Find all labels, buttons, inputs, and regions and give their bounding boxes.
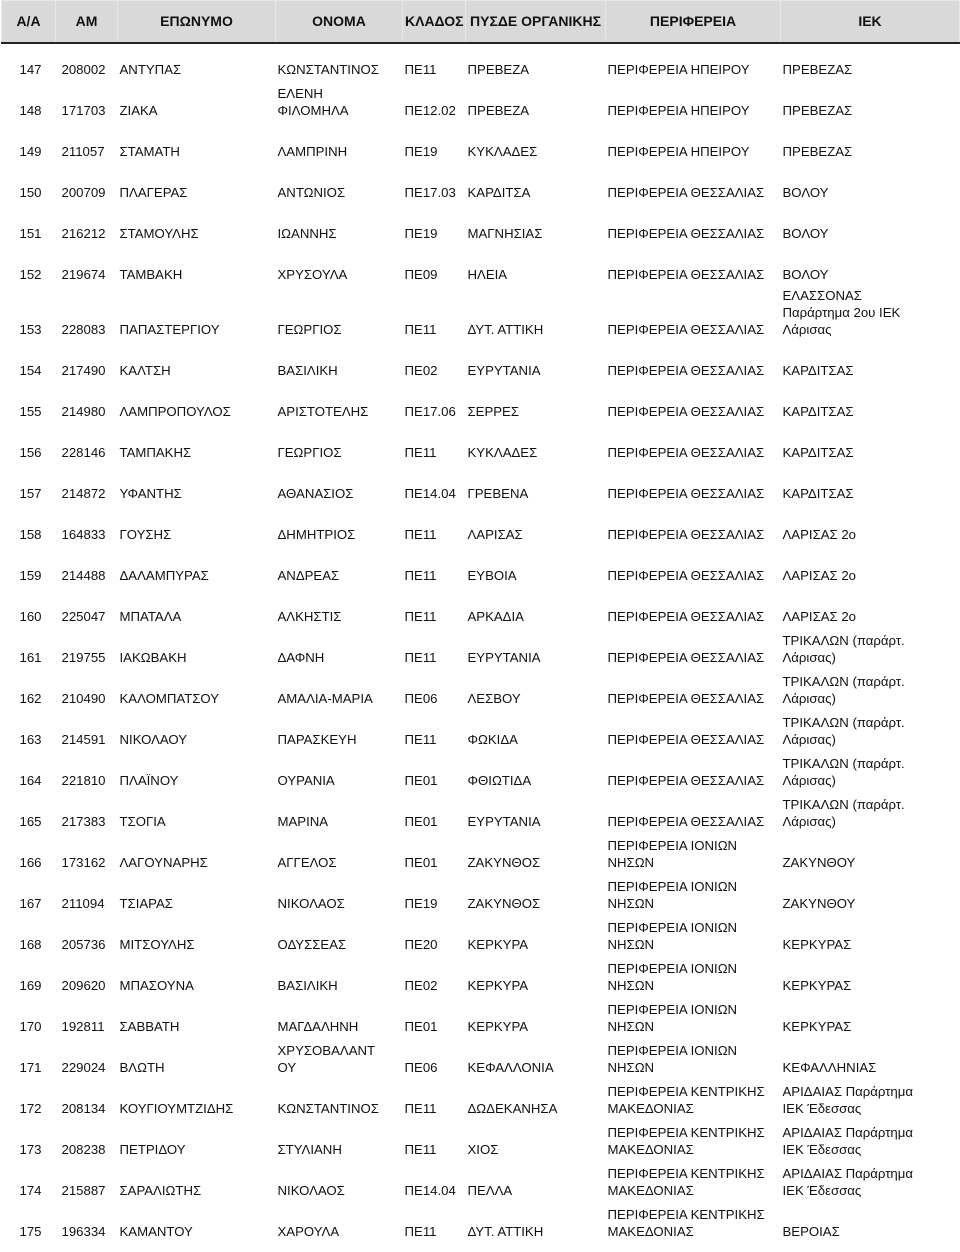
cell-iek: ΑΡΙΔΑΙΑΣ Παράρτημα ΙΕΚ Έδεσσας <box>782 1166 913 1198</box>
cell-iek: ΠΡΕΒΕΖΑΣ <box>782 62 853 77</box>
cell-surname: ΝΙΚΟΛΑΟΥ <box>119 732 188 747</box>
cell-specialty: ΠΕ11 <box>404 1142 437 1157</box>
table-row <box>2 1162 960 1203</box>
cell-iek: ΚΑΡΔΙΤΣΑΣ <box>782 363 854 378</box>
cell-region: ΠΕΡΙΦΕΡΕΙΑ ΙΟΝΙΩΝ ΝΗΣΩΝ <box>607 961 738 993</box>
cell-region: ΠΕΡΙΦΕΡΕΙΑ ΙΟΝΙΩΝ ΝΗΣΩΝ <box>607 1002 738 1034</box>
cell-iek: ΚΑΡΔΙΤΣΑΣ <box>782 404 854 419</box>
cell-iek: ΑΡΙΔΑΙΑΣ Παράρτημα ΙΕΚ Έδεσσας <box>782 1084 913 1116</box>
header-specialty: ΚΛΑΔΟΣ <box>403 1 466 44</box>
header-aa: Α/Α <box>2 1 56 44</box>
table-row <box>2 752 960 793</box>
cell-aa: 148 <box>19 103 42 118</box>
cell-iek: ΚΕΡΚΥΡΑΣ <box>782 978 852 993</box>
cell-pysde: ΔΩΔΕΚΑΝΗΣΑ <box>467 1101 558 1116</box>
cell-iek: ΚΑΡΔΙΤΣΑΣ <box>782 445 854 460</box>
cell-surname: ΜΙΤΣΟΥΛΗΣ <box>119 937 195 952</box>
cell-aa: 150 <box>19 185 42 200</box>
cell-pysde: ΖΑΚΥΝΘΟΣ <box>467 896 541 911</box>
cell-specialty: ΠΕ19 <box>404 144 438 159</box>
cell-iek: ΤΡΙΚΑΛΩΝ (παράρτ. Λάρισας) <box>782 797 905 829</box>
cell-name: ΑΘΑΝΑΣΙΟΣ <box>277 486 354 501</box>
cell-surname: ΖΙΑΚΑ <box>119 103 158 118</box>
cell-region: ΠΕΡΙΦΕΡΕΙΑ ΗΠΕΙΡΟΥ <box>607 144 750 159</box>
cell-aa: 154 <box>19 363 42 378</box>
header-name: ΟΝΟΜΑ <box>276 1 403 44</box>
cell-am: 173162 <box>61 855 106 870</box>
cell-am: 200709 <box>61 185 106 200</box>
cell-region: ΠΕΡΙΦΕΡΕΙΑ ΙΟΝΙΩΝ ΝΗΣΩΝ <box>607 838 738 870</box>
cell-am: 217490 <box>61 363 106 378</box>
table-row <box>2 547 960 588</box>
cell-specialty: ΠΕ01 <box>404 1019 438 1034</box>
cell-aa: 147 <box>19 62 42 77</box>
cell-surname: ΣΑΡΑΛΙΩΤΗΣ <box>119 1183 202 1198</box>
cell-name: ΧΡΥΣΟΥΛΑ <box>277 267 348 282</box>
cell-iek: ΛΑΡΙΣΑΣ 2ο <box>782 609 856 624</box>
cell-aa: 162 <box>19 691 42 706</box>
cell-aa: 149 <box>19 144 42 159</box>
cell-surname: ΤΣΟΓΙΑ <box>119 814 166 829</box>
cell-iek: ΛΑΡΙΣΑΣ 2ο <box>782 527 856 542</box>
cell-surname: ΤΑΜΒΑΚΗ <box>119 267 183 282</box>
cell-name: ΣΤΥΛΙΑΝΗ <box>277 1142 342 1157</box>
cell-region: ΠΕΡΙΦΕΡΕΙΑ ΗΠΕΙΡΟΥ <box>607 103 750 118</box>
cell-surname: ΛΑΓΟΥΝΑΡΗΣ <box>119 855 208 870</box>
cell-specialty: ΠΕ06 <box>404 691 438 706</box>
cell-name: ΛΑΜΠΡΙΝΗ <box>277 144 348 159</box>
cell-am: 210490 <box>61 691 106 706</box>
cell-specialty: ΠΕ11 <box>404 322 437 337</box>
cell-aa: 165 <box>19 814 42 829</box>
cell-pysde: ΖΑΚΥΝΘΟΣ <box>467 855 541 870</box>
header-surname: ΕΠΩΝΥΜΟ <box>118 1 276 44</box>
cell-aa: 174 <box>19 1183 42 1198</box>
cell-specialty: ΠΕ11 <box>404 527 437 542</box>
cell-pysde: ΠΡΕΒΕΖΑ <box>467 62 530 77</box>
cell-pysde: ΚΕΡΚΥΡΑ <box>467 937 529 952</box>
cell-surname: ΒΛΩΤΗ <box>119 1060 165 1075</box>
cell-pysde: ΕΥΡΥΤΑΝΙΑ <box>467 363 541 378</box>
cell-am: 219674 <box>61 267 106 282</box>
cell-specialty: ΠΕ11 <box>404 1224 437 1239</box>
cell-specialty: ΠΕ14.04 <box>404 1183 456 1198</box>
cell-aa: 161 <box>19 650 42 665</box>
cell-region: ΠΕΡΙΦΕΡΕΙΑ ΘΕΣΣΑΛΙΑΣ <box>607 527 765 542</box>
cell-aa: 164 <box>19 773 42 788</box>
cell-name: ΙΩΑΝΝΗΣ <box>277 226 337 241</box>
cell-iek: ΒΟΛΟΥ <box>782 226 829 241</box>
cell-pysde: ΚΥΚΛΑΔΕΣ <box>467 445 538 460</box>
cell-iek: ΒΕΡΟΙΑΣ <box>782 1224 840 1239</box>
cell-iek: ΖΑΚΥΝΘΟΥ <box>782 855 856 870</box>
cell-am: 217383 <box>61 814 106 829</box>
table-body <box>2 43 960 1244</box>
cell-specialty: ΠΕ01 <box>404 814 438 829</box>
table-row <box>2 342 960 383</box>
table-row <box>2 205 960 246</box>
teachers-table <box>1 0 960 1244</box>
cell-name: ΜΑΓΔΑΛΗΝΗ <box>277 1019 359 1034</box>
cell-name: ΧΑΡΟΥΛΑ <box>277 1224 340 1239</box>
cell-name: ΟΥΡΑΝΙΑ <box>277 773 335 788</box>
cell-name: ΝΙΚΟΛΑΟΣ <box>277 1183 345 1198</box>
cell-region: ΠΕΡΙΦΕΡΕΙΑ ΘΕΣΣΑΛΙΑΣ <box>607 486 765 501</box>
cell-am: 219755 <box>61 650 106 665</box>
cell-iek: ΚΕΡΚΥΡΑΣ <box>782 1019 852 1034</box>
cell-surname: ΤΣΙΑΡΑΣ <box>119 896 173 911</box>
cell-pysde: ΕΥΡΥΤΑΝΙΑ <box>467 650 541 665</box>
cell-specialty: ΠΕ06 <box>404 1060 438 1075</box>
cell-pysde: ΑΡΚΑΔΙΑ <box>467 609 524 624</box>
cell-surname: ΣΤΑΜΑΤΗ <box>119 144 180 159</box>
cell-am: 225047 <box>61 609 106 624</box>
table-row <box>2 834 960 875</box>
cell-aa: 153 <box>19 322 42 337</box>
cell-region: ΠΕΡΙΦΕΡΕΙΑ ΘΕΣΣΑΛΙΑΣ <box>607 226 765 241</box>
cell-region: ΠΕΡΙΦΕΡΕΙΑ ΙΟΝΙΩΝ ΝΗΣΩΝ <box>607 879 738 911</box>
cell-aa: 171 <box>19 1060 42 1075</box>
cell-region: ΠΕΡΙΦΕΡΕΙΑ ΘΕΣΣΑΛΙΑΣ <box>607 814 765 829</box>
table-row <box>2 383 960 424</box>
cell-aa: 172 <box>19 1101 42 1116</box>
cell-pysde: ΗΛΕΙΑ <box>467 267 508 282</box>
cell-name: ΟΔΥΣΣΕΑΣ <box>277 937 347 952</box>
header-pysde: ΠΥΣΔΕ ΟΡΓΑΝΙΚΗΣ <box>466 1 606 44</box>
cell-aa: 167 <box>19 896 42 911</box>
cell-pysde: ΚΕΡΚΥΡΑ <box>467 1019 529 1034</box>
cell-region: ΠΕΡΙΦΕΡΕΙΑ ΘΕΣΣΑΛΙΑΣ <box>607 691 765 706</box>
cell-specialty: ΠΕ11 <box>404 62 437 77</box>
cell-specialty: ΠΕ11 <box>404 732 437 747</box>
cell-name: ΠΑΡΑΣΚΕΥΗ <box>277 732 357 747</box>
cell-iek: ΤΡΙΚΑΛΩΝ (παράρτ. Λάρισας) <box>782 715 905 747</box>
cell-iek: ΤΡΙΚΑΛΩΝ (παράρτ. Λάρισας) <box>782 633 905 665</box>
cell-region: ΠΕΡΙΦΕΡΕΙΑ ΙΟΝΙΩΝ ΝΗΣΩΝ <box>607 1043 738 1075</box>
cell-iek: ΠΡΕΒΕΖΑΣ <box>782 144 853 159</box>
cell-am: 214872 <box>61 486 106 501</box>
table-row <box>2 1080 960 1121</box>
cell-iek: ΕΛΑΣΣΟΝΑΣ Παράρτημα 2ου ΙΕΚ Λάρισας <box>782 288 901 337</box>
cell-pysde: ΜΑΓΝΗΣΙΑΣ <box>467 226 543 241</box>
cell-pysde: ΠΕΛΛΑ <box>467 1183 513 1198</box>
cell-region: ΠΕΡΙΦΕΡΕΙΑ ΙΟΝΙΩΝ ΝΗΣΩΝ <box>607 920 738 952</box>
cell-iek: ΑΡΙΔΑΙΑΣ Παράρτημα ΙΕΚ Έδεσσας <box>782 1125 913 1157</box>
cell-name: ΑΝΔΡΕΑΣ <box>277 568 340 583</box>
cell-specialty: ΠΕ11 <box>404 445 437 460</box>
cell-aa: 170 <box>19 1019 42 1034</box>
header-region: ΠΕΡΙΦΕΡΕΙΑ <box>606 1 781 44</box>
cell-name: ΑΜΑΛΙΑ-ΜΑΡΙΑ <box>277 691 373 706</box>
header-am: ΑΜ <box>56 1 118 44</box>
table-header <box>2 1 960 44</box>
cell-iek: ΚΕΡΚΥΡΑΣ <box>782 937 852 952</box>
cell-am: 214591 <box>61 732 106 747</box>
cell-aa: 173 <box>19 1142 42 1157</box>
cell-surname: ΚΑΜΑΝΤΟΥ <box>119 1224 193 1239</box>
cell-pysde: ΛΕΣΒΟΥ <box>467 691 521 706</box>
cell-pysde: ΦΩΚΙΔΑ <box>467 732 518 747</box>
cell-surname: ΠΛΑΓΕΡΑΣ <box>119 185 188 200</box>
cell-aa: 169 <box>19 978 42 993</box>
table-row <box>2 43 960 82</box>
cell-pysde: ΠΡΕΒΕΖΑ <box>467 103 530 118</box>
cell-surname: ΤΑΜΠΑΚΗΣ <box>119 445 192 460</box>
table-row <box>2 629 960 670</box>
cell-specialty: ΠΕ01 <box>404 855 438 870</box>
table-row <box>2 998 960 1039</box>
cell-aa: 163 <box>19 732 42 747</box>
cell-am: 216212 <box>61 226 106 241</box>
cell-name: ΑΓΓΕΛΟΣ <box>277 855 337 870</box>
cell-surname: ΠΕΤΡΙΔΟΥ <box>119 1142 186 1157</box>
cell-pysde: ΓΡΕΒΕΝΑ <box>467 486 529 501</box>
cell-am: 214488 <box>61 568 106 583</box>
cell-am: 164833 <box>61 527 106 542</box>
cell-surname: ΔΑΛΑΜΠΥΡΑΣ <box>119 568 209 583</box>
cell-region: ΠΕΡΙΦΕΡΕΙΑ ΗΠΕΙΡΟΥ <box>607 62 750 77</box>
cell-iek: ΤΡΙΚΑΛΩΝ (παράρτ. Λάρισας) <box>782 756 905 788</box>
cell-region: ΠΕΡΙΦΕΡΕΙΑ ΚΕΝΤΡΙΚΗΣ ΜΑΚΕΔΟΝΙΑΣ <box>607 1207 765 1239</box>
table-row <box>2 1121 960 1162</box>
cell-iek: ΒΟΛΟΥ <box>782 185 829 200</box>
cell-aa: 160 <box>19 609 42 624</box>
table-row <box>2 82 960 123</box>
cell-am: 208238 <box>61 1142 106 1157</box>
cell-region: ΠΕΡΙΦΕΡΕΙΑ ΘΕΣΣΑΛΙΑΣ <box>607 773 765 788</box>
cell-specialty: ΠΕ02 <box>404 363 438 378</box>
cell-aa: 157 <box>19 486 42 501</box>
cell-region: ΠΕΡΙΦΕΡΕΙΑ ΘΕΣΣΑΛΙΑΣ <box>607 650 765 665</box>
cell-specialty: ΠΕ01 <box>404 773 438 788</box>
cell-iek: ΛΑΡΙΣΑΣ 2ο <box>782 568 856 583</box>
cell-region: ΠΕΡΙΦΕΡΕΙΑ ΘΕΣΣΑΛΙΑΣ <box>607 568 765 583</box>
cell-iek: ΚΑΡΔΙΤΣΑΣ <box>782 486 854 501</box>
table-row <box>2 1039 960 1080</box>
cell-region: ΠΕΡΙΦΕΡΕΙΑ ΚΕΝΤΡΙΚΗΣ ΜΑΚΕΔΟΝΙΑΣ <box>607 1125 765 1157</box>
cell-am: 171703 <box>61 103 106 118</box>
cell-am: 211094 <box>61 896 105 911</box>
table-row <box>2 164 960 205</box>
cell-pysde: ΚΕΦΑΛΛΟΝΙΑ <box>467 1060 554 1075</box>
cell-aa: 159 <box>19 568 42 583</box>
cell-am: 208002 <box>61 62 106 77</box>
cell-pysde: ΚΥΚΛΑΔΕΣ <box>467 144 538 159</box>
cell-region: ΠΕΡΙΦΕΡΕΙΑ ΘΕΣΣΑΛΙΑΣ <box>607 267 765 282</box>
cell-aa: 168 <box>19 937 42 952</box>
cell-surname: ΥΦΑΝΤΗΣ <box>119 486 182 501</box>
cell-am: 196334 <box>61 1224 106 1239</box>
cell-name: ΒΑΣΙΛΙΚΗ <box>277 363 338 378</box>
cell-name: ΔΑΦΝΗ <box>277 650 325 665</box>
cell-name: ΕΛΕΝΗ ΦΙΛΟΜΗΛΑ <box>277 86 349 118</box>
table-row <box>2 246 960 287</box>
cell-aa: 175 <box>19 1224 42 1239</box>
cell-pysde: ΕΥΡΥΤΑΝΙΑ <box>467 814 541 829</box>
cell-pysde: ΕΥΒΟΙΑ <box>467 568 517 583</box>
cell-pysde: ΔΥΤ. ΑΤΤΙΚΗ <box>467 1224 544 1239</box>
table-row <box>2 424 960 465</box>
cell-surname: ΚΑΛΤΣΗ <box>119 363 171 378</box>
table-row <box>2 711 960 752</box>
cell-name: ΑΡΙΣΤΟΤΕΛΗΣ <box>277 404 369 419</box>
cell-pysde: ΚΑΡΔΙΤΣΑ <box>467 185 531 200</box>
cell-specialty: ΠΕ11 <box>404 568 437 583</box>
cell-am: 205736 <box>61 937 106 952</box>
cell-specialty: ΠΕ19 <box>404 896 438 911</box>
table-row <box>2 793 960 834</box>
cell-am: 215887 <box>61 1183 106 1198</box>
cell-aa: 151 <box>19 226 42 241</box>
cell-name: ΑΝΤΩΝΙΟΣ <box>277 185 346 200</box>
cell-name: ΧΡΥΣΟΒΑΛΑΝΤ ΟΥ <box>277 1043 376 1075</box>
cell-name: ΓΕΩΡΓΙΟΣ <box>277 445 342 460</box>
cell-aa: 156 <box>19 445 42 460</box>
table-row <box>2 1203 960 1244</box>
cell-pysde: ΛΑΡΙΣΑΣ <box>467 527 523 542</box>
cell-aa: 166 <box>19 855 42 870</box>
cell-pysde: ΦΘΙΩΤΙΔΑ <box>467 773 532 788</box>
cell-region: ΠΕΡΙΦΕΡΕΙΑ ΘΕΣΣΑΛΙΑΣ <box>607 404 765 419</box>
cell-name: ΔΗΜΗΤΡΙΟΣ <box>277 527 356 542</box>
cell-name: ΜΑΡΙΝΑ <box>277 814 329 829</box>
cell-surname: ΣΤΑΜΟΥΛΗΣ <box>119 226 199 241</box>
cell-am: 211057 <box>61 144 105 159</box>
cell-surname: ΑΝΤΥΠΑΣ <box>119 62 182 77</box>
cell-specialty: ΠΕ19 <box>404 226 438 241</box>
cell-surname: ΚΑΛΟΜΠΑΤΣΟΥ <box>119 691 220 706</box>
cell-aa: 158 <box>19 527 42 542</box>
table-row <box>2 670 960 711</box>
cell-am: 228083 <box>61 322 106 337</box>
cell-region: ΠΕΡΙΦΕΡΕΙΑ ΘΕΣΣΑΛΙΑΣ <box>607 732 765 747</box>
table-row <box>2 588 960 629</box>
cell-am: 192811 <box>61 1019 105 1034</box>
cell-name: ΑΛΚΗΣΤΙΣ <box>277 609 342 624</box>
cell-surname: ΜΠΑΤΑΛΑ <box>119 609 182 624</box>
cell-region: ΠΕΡΙΦΕΡΕΙΑ ΘΕΣΣΑΛΙΑΣ <box>607 609 765 624</box>
cell-name: ΓΕΩΡΓΙΟΣ <box>277 322 342 337</box>
cell-surname: ΠΛΑΪΝΟΥ <box>119 773 179 788</box>
cell-region: ΠΕΡΙΦΕΡΕΙΑ ΘΕΣΣΑΛΙΑΣ <box>607 445 765 460</box>
cell-surname: ΠΑΠΑΣΤΕΡΓΙΟΥ <box>119 322 220 337</box>
cell-am: 214980 <box>61 404 106 419</box>
cell-region: ΠΕΡΙΦΕΡΕΙΑ ΚΕΝΤΡΙΚΗΣ ΜΑΚΕΔΟΝΙΑΣ <box>607 1166 765 1198</box>
cell-region: ΠΕΡΙΦΕΡΕΙΑ ΘΕΣΣΑΛΙΑΣ <box>607 185 765 200</box>
cell-iek: ΠΡΕΒΕΖΑΣ <box>782 103 853 118</box>
cell-name: ΚΩΝΣΤΑΝΤΙΝΟΣ <box>277 1101 379 1116</box>
table-row <box>2 506 960 547</box>
cell-aa: 152 <box>19 267 42 282</box>
cell-region: ΠΕΡΙΦΕΡΕΙΑ ΘΕΣΣΑΛΙΑΣ <box>607 322 765 337</box>
cell-specialty: ΠΕ11 <box>404 650 437 665</box>
table-row <box>2 957 960 998</box>
cell-specialty: ΠΕ12.02 <box>404 103 456 118</box>
cell-surname: ΛΑΜΠΡΟΠΟΥΛΟΣ <box>119 404 231 419</box>
table-row <box>2 465 960 506</box>
cell-surname: ΣΑΒΒΑΤΗ <box>119 1019 180 1034</box>
cell-surname: ΜΠΑΣΟΥΝΑ <box>119 978 194 993</box>
cell-name: ΚΩΝΣΤΑΝΤΙΝΟΣ <box>277 62 379 77</box>
cell-iek: ΤΡΙΚΑΛΩΝ (παράρτ. Λάρισας) <box>782 674 905 706</box>
cell-surname: ΙΑΚΩΒΑΚΗ <box>119 650 187 665</box>
cell-am: 208134 <box>61 1101 106 1116</box>
cell-pysde: ΔΥΤ. ΑΤΤΙΚΗ <box>467 322 544 337</box>
table-row <box>2 287 960 342</box>
cell-specialty: ΠΕ14.04 <box>404 486 456 501</box>
cell-region: ΠΕΡΙΦΕΡΕΙΑ ΚΕΝΤΡΙΚΗΣ ΜΑΚΕΔΟΝΙΑΣ <box>607 1084 765 1116</box>
cell-pysde: ΧΙΟΣ <box>467 1142 499 1157</box>
cell-am: 228146 <box>61 445 106 460</box>
cell-iek: ΒΟΛΟΥ <box>782 267 829 282</box>
cell-specialty: ΠΕ20 <box>404 937 438 952</box>
cell-specialty: ΠΕ11 <box>404 609 437 624</box>
cell-specialty: ΠΕ09 <box>404 267 438 282</box>
cell-am: 209620 <box>61 978 106 993</box>
cell-iek: ΖΑΚΥΝΘΟΥ <box>782 896 856 911</box>
cell-specialty: ΠΕ02 <box>404 978 438 993</box>
cell-specialty: ΠΕ11 <box>404 1101 437 1116</box>
cell-name: ΒΑΣΙΛΙΚΗ <box>277 978 338 993</box>
cell-iek: ΚΕΦΑΛΛΗΝΙΑΣ <box>782 1060 877 1075</box>
header-row <box>2 1 960 44</box>
cell-region: ΠΕΡΙΦΕΡΕΙΑ ΘΕΣΣΑΛΙΑΣ <box>607 363 765 378</box>
cell-am: 221810 <box>61 773 106 788</box>
cell-pysde: ΚΕΡΚΥΡΑ <box>467 978 529 993</box>
table-row <box>2 123 960 164</box>
cell-surname: ΓΟΥΣΗΣ <box>119 527 172 542</box>
table-row <box>2 916 960 957</box>
cell-aa: 155 <box>19 404 42 419</box>
cell-pysde: ΣΕΡΡΕΣ <box>467 404 519 419</box>
table-row <box>2 875 960 916</box>
cell-am: 229024 <box>61 1060 106 1075</box>
cell-surname: ΚΟΥΓΙΟΥΜΤΖΙΔΗΣ <box>119 1101 234 1116</box>
cell-specialty: ΠΕ17.03 <box>404 185 456 200</box>
header-iek: ΙΕΚ <box>781 1 960 44</box>
cell-specialty: ΠΕ17.06 <box>404 404 456 419</box>
cell-name: ΝΙΚΟΛΑΟΣ <box>277 896 345 911</box>
